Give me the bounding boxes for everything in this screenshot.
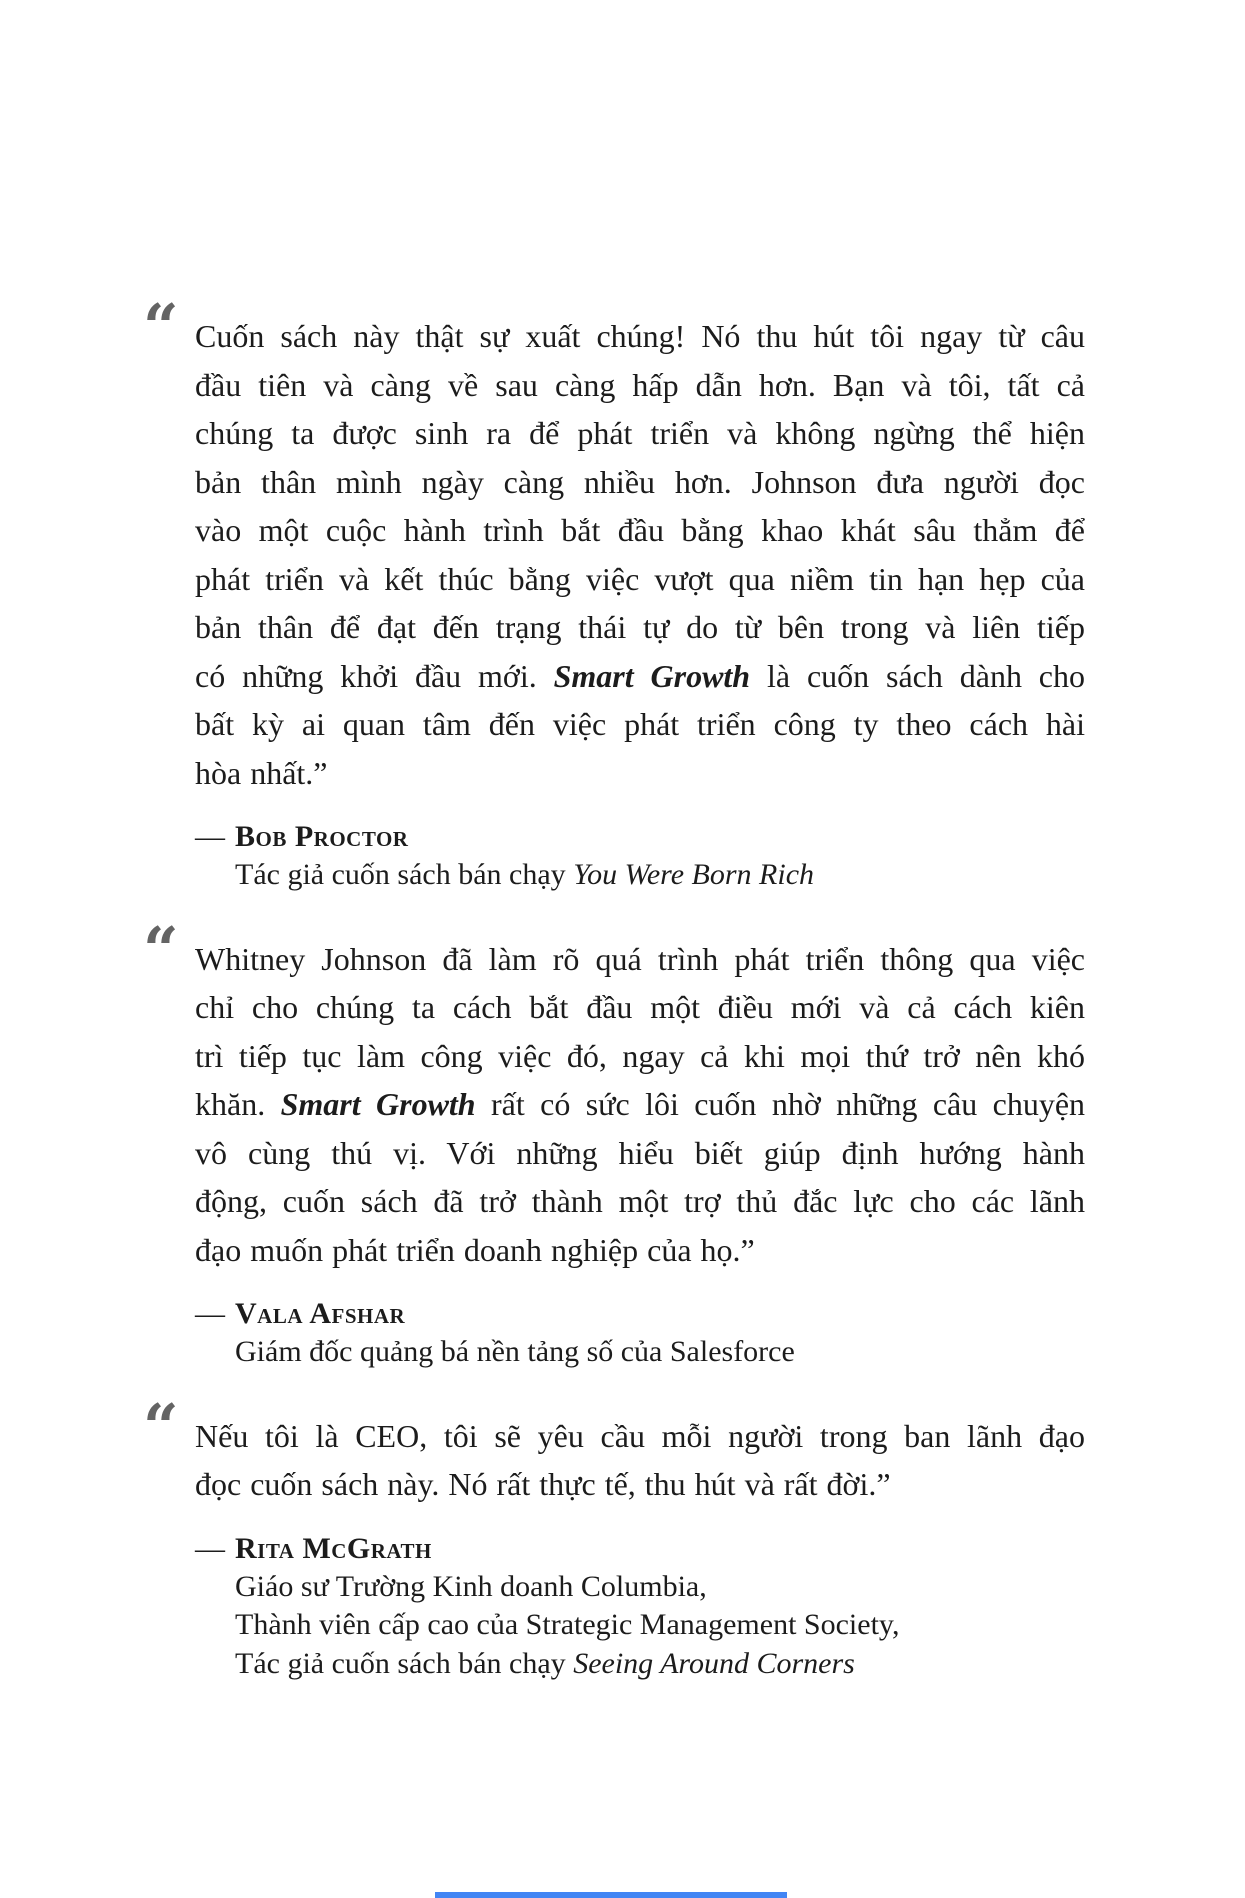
text-run: trì tiếp tục làm công việc đó, ngay cả khi mọi thứ trở nên khó (195, 1037, 1085, 1074)
quote-line (195, 1032, 1085, 1081)
text-run: đọc cuốn sách này. Nó rất thực tế, thu hút và rất đời.” (195, 1466, 891, 1502)
quote-line (195, 652, 1085, 701)
text-run: đạo muốn phát triển doanh nghiệp của họ.” (195, 1231, 755, 1268)
text-run: Cuốn sách này thật sự xuất chúng! Nó thu hút tôi ngay từ câu (195, 318, 1085, 354)
quote-line (195, 312, 1085, 361)
text-run: Thành viên cấp cao của Strategic Management Society, (235, 1608, 900, 1641)
opening-quote-icon: “ (143, 290, 179, 363)
text-run: bản thân để đạt đến trạng thái tự do từ bên trong và liên tiếp (195, 609, 1085, 645)
attribution-name: Vala Afshar (235, 1297, 406, 1330)
text-run: phát triển và kết thúc bằng việc vượt qua niềm tin hạn hẹp của (195, 560, 1085, 597)
book-title: Smart Growth (280, 1086, 476, 1122)
attribution-name-line (195, 1295, 1085, 1333)
attribution-role (195, 1333, 1085, 1372)
attribution-dash: — (195, 820, 225, 853)
text-run: vô cùng thú vị. Với những hiểu biết giúp định hướng hành (195, 1134, 1085, 1171)
quote-block (143, 912, 1086, 1372)
quote-line (195, 409, 1085, 458)
quote-line (195, 555, 1085, 604)
book-title: Seeing Around Corners (573, 1646, 855, 1680)
text-run: động, cuốn sách đã trở thành một trợ thủ đắc lực cho các lãnh (195, 1183, 1085, 1219)
quote-line (195, 1460, 1085, 1509)
text-run: bản thân mình ngày càng nhiều hơn. Johnson đưa người đọc (195, 463, 1085, 500)
quote-line (195, 361, 1085, 410)
text-run: Giám đốc quảng bá nền tảng số của Salesforce (235, 1335, 795, 1368)
quote-line (195, 700, 1085, 749)
quote-line (195, 1226, 1085, 1275)
text-run: là cuốn sách dành cho (750, 657, 1086, 694)
text-run: vào một cuộc hành trình bắt đầu bằng khao khát sâu thẳm để (195, 512, 1085, 548)
text-run: Whitney Johnson đã làm rõ quá trình phát triển thông qua việc (195, 940, 1085, 977)
text-run: Tác giả cuốn sách bán chạy (235, 858, 574, 891)
attribution-dash: — (195, 1297, 225, 1330)
opening-quote-icon: “ (143, 1389, 179, 1463)
text-run: đầu tiên và càng về sau càng hấp dẫn hơn. Bạn và tôi, tất cả (195, 366, 1085, 403)
attribution (195, 1530, 1085, 1684)
quotes-container (143, 290, 1086, 1723)
quote-paragraph (195, 312, 1085, 797)
attribution-name-line (195, 1530, 1085, 1568)
quote-line (195, 749, 1085, 798)
text-run: Tác giả cuốn sách bán chạy (235, 1646, 574, 1680)
quote-paragraph (195, 1412, 1085, 1509)
book-title: You Were Born Rich (573, 858, 815, 891)
text-run: hòa nhất.” (195, 754, 328, 791)
attribution-dash: — (195, 1531, 225, 1565)
text-run: rất có sức lôi cuốn nhờ những câu chuyện (475, 1086, 1086, 1122)
quote-block (143, 290, 1086, 895)
quote-line (195, 935, 1085, 984)
quote-line (195, 1080, 1085, 1129)
attribution-name: Rita McGrath (235, 1531, 432, 1565)
text-run: chúng ta được sinh ra để phát triển và không ngừng thể hiện (195, 415, 1085, 451)
text-run: Nếu tôi là CEO, tôi sẽ yêu cầu mỗi người trong ban lãnh đạo (195, 1417, 1085, 1454)
text-run: Giáo sư Trường Kinh doanh Columbia, (235, 1569, 707, 1603)
attribution-name: Bob Proctor (235, 820, 409, 853)
attribution (195, 818, 1085, 895)
text-run: khăn. (195, 1086, 281, 1122)
opening-quote-icon: “ (143, 912, 179, 986)
attribution-role (195, 1568, 1085, 1607)
quote-line (195, 983, 1085, 1032)
text-run: có những khởi đầu mới. (195, 657, 554, 694)
attribution-name-line (195, 818, 1085, 856)
attribution-role (195, 1645, 1085, 1684)
quote-block (143, 1389, 1085, 1684)
text-run: chỉ cho chúng ta cách bắt đầu một điều mới và cả cách kiên (195, 989, 1085, 1025)
attribution-role (195, 1606, 1085, 1645)
attribution-role (195, 856, 1085, 895)
attribution (195, 1295, 1085, 1372)
quote-line (195, 603, 1085, 652)
book-title: Smart Growth (553, 657, 751, 694)
reading-progress-bar[interactable] (435, 1892, 787, 1898)
quote-line (195, 506, 1085, 555)
quote-line (195, 458, 1085, 507)
text-run: bất kỳ ai quan tâm đến việc phát triển công ty theo cách hài (195, 706, 1085, 742)
quote-line (195, 1177, 1085, 1226)
quote-line (195, 1412, 1085, 1461)
quote-line (195, 1129, 1085, 1178)
quote-paragraph (195, 935, 1085, 1275)
